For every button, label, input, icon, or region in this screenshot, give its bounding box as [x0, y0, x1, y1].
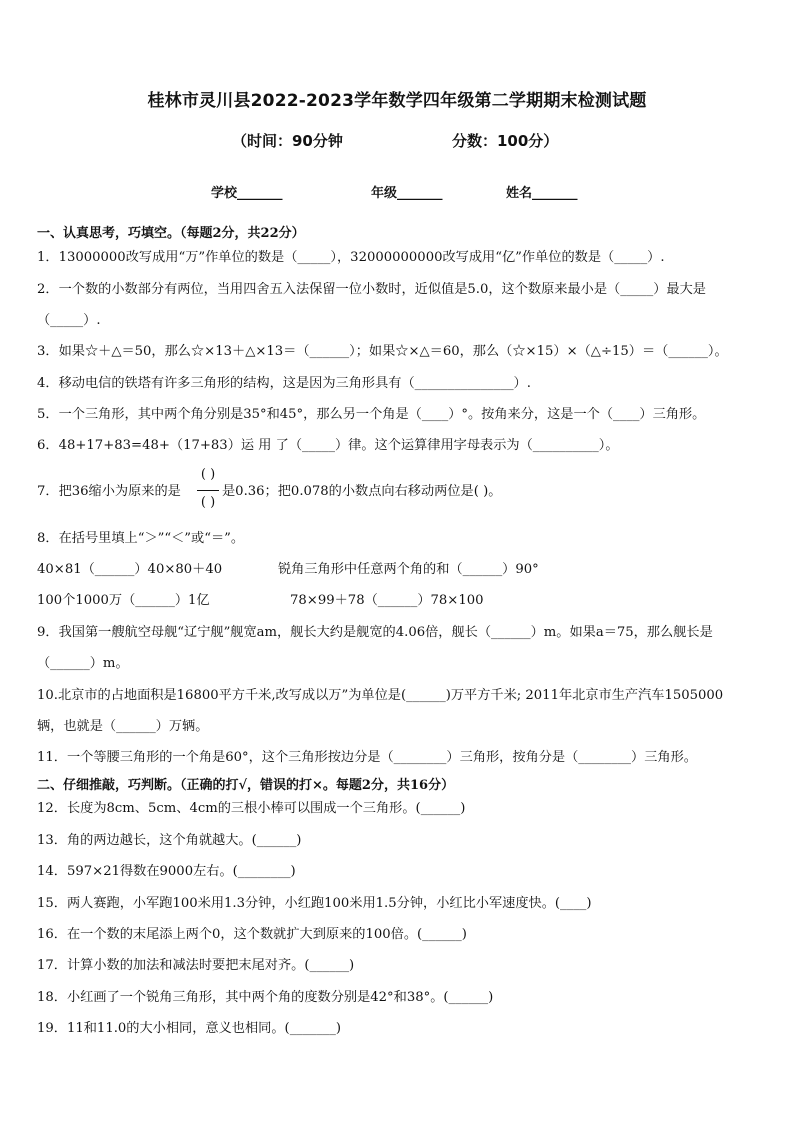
question-16: 16．在一个数的末尾添上两个0，这个数就扩大到原来的100倍。(______) — [37, 927, 467, 942]
school-field: 学校_______ — [211, 186, 283, 201]
question-17: 17．计算小数的加法和减法时要把末尾对齐。(______) — [37, 958, 355, 973]
question-8b-left: 100个1000万（______）1亿 — [37, 593, 210, 608]
question-14: 14．597×21得数在9000左右。(________) — [37, 864, 296, 879]
fraction-numerator: ( ) — [200, 467, 216, 482]
question-1: 1．13000000改写成用“万”作单位的数是（_____），32000000000改写成用“亿”作单位的数是（_____）. — [37, 250, 665, 265]
question-11: 11．一个等腰三角形的一个角是60°，这个三角形按边分是（________）三角形，按角分是（________）三角形。 — [37, 750, 697, 765]
question-8: 8．在括号里填上“＞”“＜”或“＝”。 — [37, 531, 245, 546]
fraction-denominator: ( ) — [200, 495, 216, 510]
question-8b-right: 78×99＋78（______）78×100 — [290, 593, 484, 608]
name-field: 姓名_______ — [506, 186, 578, 201]
question-13: 13．角的两边越长，这个角就越大。(______) — [37, 833, 302, 848]
section-heading-judge: 二、仔细推敲，巧判断。（正确的打√，错误的打×。每题2分，共16分） — [37, 778, 455, 793]
grade-field: 年级_______ — [371, 186, 443, 201]
fraction-blank — [197, 467, 219, 513]
question-8a-left: 40×81（______）40×80＋40 — [37, 562, 223, 577]
question-2-continued: （_____）. — [37, 313, 101, 328]
question-3: 3．如果☆＋△＝50，那么☆×13＋△×13＝（______）；如果☆×△＝60，那么（☆×15）×（△÷15）＝（______）。 — [37, 344, 728, 359]
question-12: 12．长度为8cm、5cm、4cm的三根小棒可以围成一个三角形。(______) — [37, 801, 466, 816]
fraction-bar — [197, 490, 219, 491]
question-7-part2: 是0.36；把0.078的小数点向右移动两位是( )。 — [222, 484, 502, 499]
question-9-continued: （______）m。 — [37, 656, 129, 671]
time-label: （时间：90分钟 — [232, 132, 343, 150]
question-19: 19．11和11.0的大小相同，意义也相同。(_______) — [37, 1021, 341, 1036]
question-18: 18．小红画了一个锐角三角形，其中两个角的度数分别是42°和38°。(______) — [37, 990, 494, 1005]
question-2: 2．一个数的小数部分有两位，当用四舍五入法保留一位小数时，近似值是5.0，这个数原来最小是（_____）最大是 — [37, 282, 706, 297]
question-10: 10.北京市的占地面积是16800平方千米,改写成以万”为单位是(______)万平方千米; 2011年北京市生产汽车1505000 — [37, 688, 724, 703]
question-9: 9．我国第一艘航空母舰“辽宁舰”舰宽am，舰长大约是舰宽的4.06倍，舰长（______）m。如果a＝75，那么舰长是 — [37, 625, 713, 640]
question-5: 5．一个三角形，其中两个角分别是35°和45°，那么另一个角是（____）°。按角来分，这是一个（____）三角形。 — [37, 407, 706, 422]
question-6: 6．48+17+83=48+（17+83）运 用 了（_____）律。这个运算律用字母表示为（__________）。 — [37, 438, 619, 453]
question-10-continued: 辆，也就是（______）万辆。 — [37, 719, 209, 734]
question-4: 4．移动电信的铁塔有许多三角形的结构，这是因为三角形具有（_______________）. — [37, 376, 531, 391]
section-heading-fill: 一、认真思考，巧填空。（每题2分，共22分） — [37, 226, 305, 241]
score-label: 分数：100分） — [452, 132, 559, 150]
question-7-part1: 7．把36缩小为原来的是 — [37, 484, 181, 499]
question-15: 15．两人赛跑，小军跑100米用1.3分钟，小红跑100米用1.5分钟，小红比小军速度快。(____) — [37, 896, 592, 911]
question-8a-right: 锐角三角形中任意两个角的和（______）90° — [278, 562, 539, 577]
exam-title: 桂林市灵川县2022-2023学年数学四年级第二学期期末检测试题 — [147, 91, 647, 111]
